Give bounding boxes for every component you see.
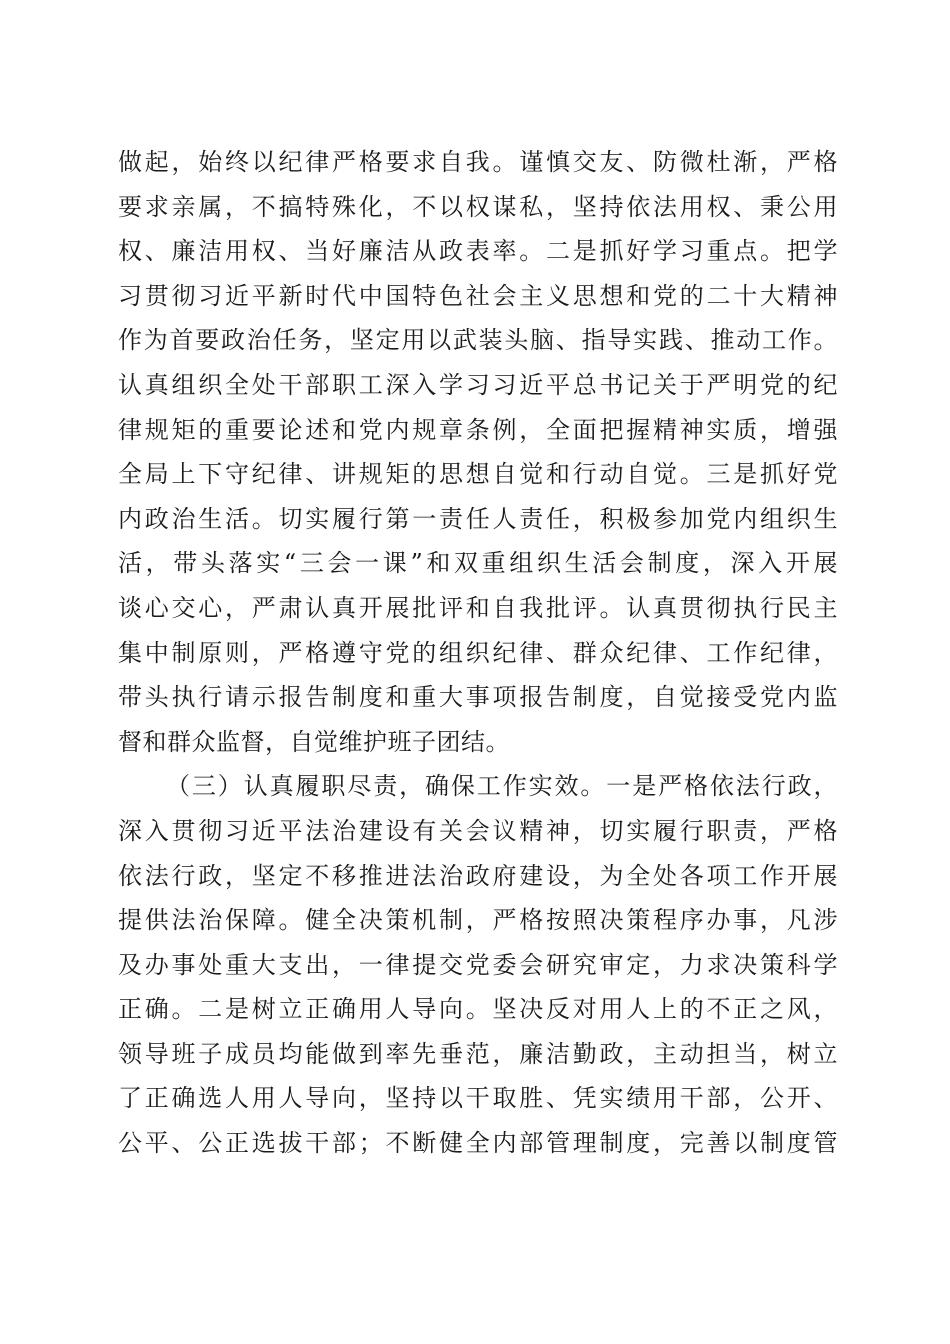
paragraph-2-line-1: （三）认真履职尽责，确保工作实效。一是严格依法行政， [166,772,838,801]
paragraph-1-line-4: 习贯彻习近平新时代中国特色社会主义思想和党的二十大精神 [118,281,838,310]
paragraph-2-line-6: 正确。二是树立正确用人导向。坚决反对用人上的不正之风， [118,995,838,1024]
paragraph-1 [118,140,838,764]
paragraph-2-line-2: 深入贯彻习近平法治建设有关会议精神，切实履行职责，严格 [118,816,838,845]
paragraph-1-line-9: 内政治生活。切实履行第一责任人责任，积极参加党内组织生 [118,504,838,533]
paragraph-1-line-2: 要求亲属，不搞特殊化，不以权谋私，坚持依法用权、秉公用 [118,192,838,221]
paragraph-2-line-3: 依法行政，坚定不移推进法治政府建设，为全处各项工作开展 [118,861,838,890]
paragraph-1-line-8: 全局上下守纪律、讲规矩的思想自觉和行动自觉。三是抓好党 [118,460,838,489]
paragraph-1-line-11: 谈心交心，严肃认真开展批评和自我批评。认真贯彻执行民主 [118,593,838,622]
paragraph-1-line-14: 督和群众监督，自觉维护班子团结。 [118,727,510,756]
paragraph-1-line-6: 认真组织全处干部职工深入学习习近平总书记关于严明党的纪 [118,370,838,399]
paragraph-2-line-7: 领导班子成员均能做到率先垂范，廉洁勤政，主动担当，树立 [118,1039,838,1068]
paragraph-1-line-12: 集中制原则，严格遵守党的组织纪律、群众纪律、工作纪律， [118,638,838,667]
paragraph-1-line-7: 律规矩的重要论述和党内规章条例，全面把握精神实质，增强 [118,415,838,444]
paragraph-2-line-5: 及办事处重大支出，一律提交党委会研究审定，力求决策科学 [118,950,838,979]
paragraph-1-line-10: 活，带头落实“三会一课”和双重组织生活会制度，深入开展 [118,549,838,578]
paragraph-2-line-4: 提供法治保障。健全决策机制，严格按照决策程序办事，凡涉 [118,906,838,935]
document-body [118,140,838,1166]
paragraph-1-line-13: 带头执行请示报告制度和重大事项报告制度，自觉接受党内监 [118,683,838,712]
paragraph-2 [118,764,838,1165]
paragraph-1-line-1: 做起，始终以纪律严格要求自我。谨慎交友、防微杜渐，严格 [118,148,838,176]
paragraph-2-line-8: 了正确选人用人导向，坚持以干取胜、凭实绩用干部，公开、 [118,1084,838,1113]
paragraph-1-line-5: 作为首要政治任务，坚定用以武装头脑、指导实践、推动工作。 [118,326,838,355]
paragraph-2-line-9: 公平、公正选拔干部；不断健全内部管理制度，完善以制度管 [118,1129,838,1158]
paragraph-1-line-3: 权、廉洁用权、当好廉洁从政表率。二是抓好学习重点。把学 [118,237,838,266]
